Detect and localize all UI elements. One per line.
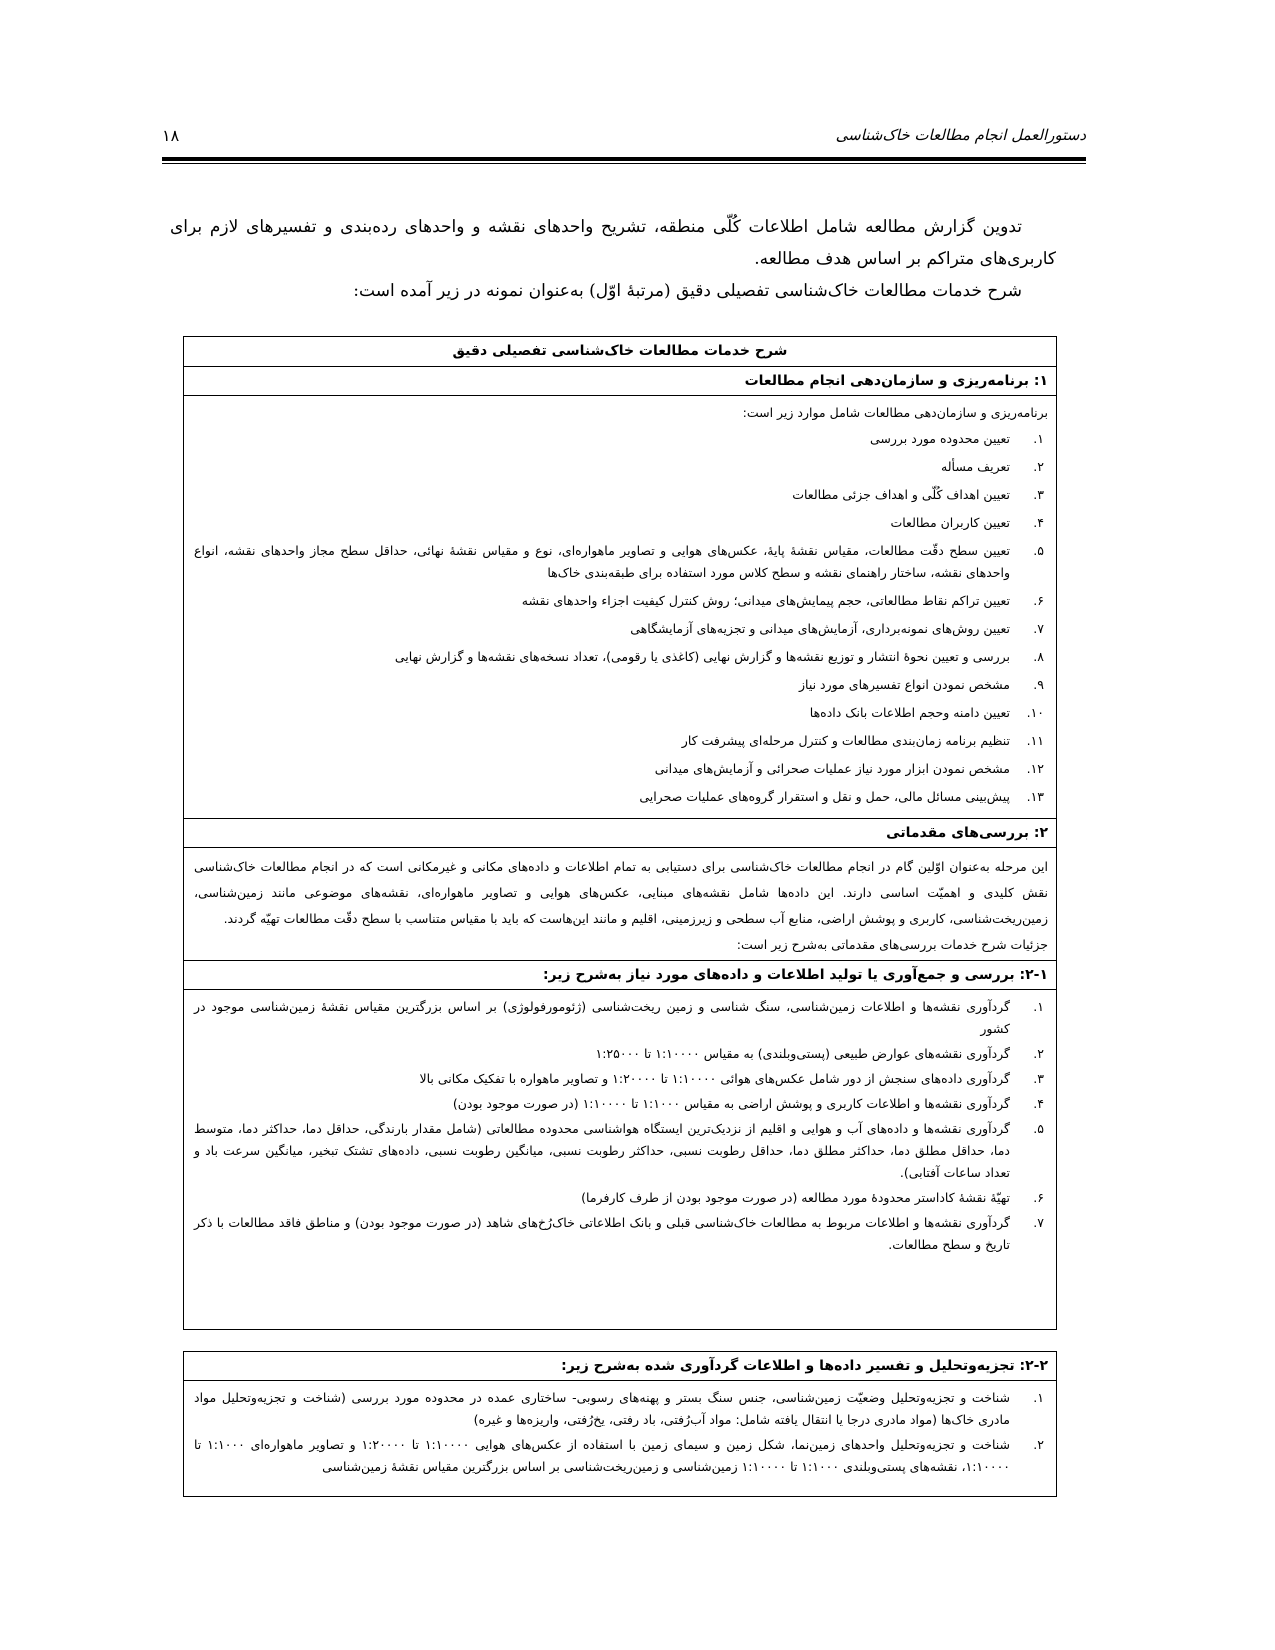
list-item-text: گردآوری نقشه‌ها و اطلاعات مربوط به مطالعات خاک‌شناسی قبلی و بانک اطلاعاتی خاک‌رُخ‌های شاهد (در صورت موجود بودن) و مناطق فاقد مطالعات با ذکر تاریخ و سطح مطالعات. [194, 1215, 1010, 1252]
list-item [194, 646, 1048, 668]
list-item [194, 730, 1048, 752]
list-item-text: تعیین سطح دقّت مطالعات، مقیاس نقشهٔ پایهٔ، عکس‌های هوایی و تصاویر ماهواره‌ای، نوع و مقیاس نقشهٔ نهائی، حداقل سطح مجاز واحدهای نقشه، انواع واحدهای نقشه، ساختار راهنمای نقشه و سطح کلاس مورد استفاده برای طبقه‌بندی خاک‌ها [194, 543, 1010, 580]
list-item-text: گردآوری نقشه‌ها و داده‌های آب و هوایی و اقلیم از نزدیک‌ترین ایستگاه هواشناسی محدوده مطالعاتی (شامل مقدار بارندگی، حداقل دما، حداکثر دما، متوسط دما، حداقل مطلق دما، حداکثر مطلق دما، حداقل رطوبت نسبی، حداکثر رطوبت نسبی، میانگین رطوبت نسبی، داده‌های تشتک تبخیر، میانگین سرعت باد و تعداد ساعات آفتابی). [194, 1121, 1010, 1180]
list-item-text: مشخص نمودن انواع تفسیرهای مورد نیاز [798, 677, 1010, 692]
list-item-number: ۲. [1033, 459, 1044, 474]
list-item-number: ۶. [1033, 1190, 1044, 1205]
list-item [194, 484, 1048, 506]
list-item [194, 674, 1048, 696]
section-heading-collection: ۲-۱: بررسی و جمع‌آوری یا تولید اطلاعات و داده‌های مورد نیاز به‌شرح زیر: [184, 960, 1056, 990]
list-item-text: تعیین روش‌های نمونه‌برداری، آزمایش‌های میدانی و تجزیه‌های آزمایشگاهی [630, 621, 1010, 636]
list-item-text: تهیّهٔ نقشهٔ کاداستر محدودهٔ مورد مطالعه (در صورت موجود بودن از طرف کارفرما) [581, 1190, 1010, 1205]
list-item-text: شناخت و تجزیه‌وتحلیل وضعیّت زمین‌شناسی، جنس سنگ بستر و پهنه‌های رسوبی- ساختاری عمده در محدوده مورد بررسی (شناخت و تجزیه‌وتحلیل مواد مادری خاک‌ها (مواد مادری درجا یا انتقال یافته شامل: مواد آب‌رُفتی، باد رفتی، یخ‌رُفتی، واریزه‌ها و غیره) [194, 1390, 1010, 1427]
list-item [194, 758, 1048, 780]
list-item-text: شناخت و تجزیه‌وتحلیل واحدهای زمین‌نما، شکل زمین و سیمای زمین با استفاده از عکس‌های هوایی ۱:۱۰۰۰۰ تا ۱:۲۰۰۰۰ و تصاویر ماهواره‌ای ۱:۱۰۰۰ تا ۱:۱۰۰۰۰، نقشه‌های پستی‌وبلندی ۱:۱۰۰۰ تا ۱:۱۰۰۰۰ زمین‌شناسی و زمین‌ریخت‌شناسی بر اساس بزرگترین مقیاس نقشهٔ زمین‌شناسی [194, 1437, 1011, 1474]
list-item [194, 1387, 1048, 1431]
list-item-number: ۴. [1033, 1096, 1044, 1111]
list-item [194, 428, 1048, 450]
list-item [194, 1434, 1048, 1478]
list-item-text: تعریف مسأله [941, 459, 1010, 474]
list-item-number: ۱. [1033, 1390, 1044, 1405]
list-item [194, 1043, 1048, 1065]
header-rule-thick [162, 157, 1086, 161]
list-item [194, 1068, 1048, 1090]
list-item [194, 1187, 1048, 1209]
list-item-text: تنظیم برنامه زمان‌بندی مطالعات و کنترل مرحله‌ای پیشرفت کار [681, 733, 1010, 748]
section-tail: جزئیات شرح خدمات بررسی‌های مقدماتی به‌شرح زیر است: [736, 937, 1048, 952]
list-item [194, 702, 1048, 724]
list-item-text: گردآوری نقشه‌های عوارض طبیعی (پستی‌وبلندی) به مقیاس ۱:۱۰۰۰۰ تا ۱:۲۵۰۰۰ [595, 1046, 1010, 1061]
list-item-number: ۱۱. [1026, 733, 1044, 748]
list-item-number: ۱۳. [1026, 789, 1044, 804]
collection-list [194, 996, 1048, 1256]
running-header-title: دستورالعمل انجام مطالعات خاک‌شناسی [835, 126, 1086, 144]
list-item-text: تعیین دامنه وحجم اطلاعات بانک داده‌ها [809, 705, 1010, 720]
list-item [194, 996, 1048, 1040]
intro-text [170, 211, 1056, 307]
header-rule-thin [162, 163, 1086, 164]
list-item-text: گردآوری داده‌های سنجش از دور شامل عکس‌های هوائی ۱:۱۰۰۰۰ تا ۱:۲۰۰۰۰ و تصاویر ماهواره با تفکیک مکانی بالا [419, 1071, 1010, 1086]
section-body-planning [184, 396, 1056, 818]
list-item-number: ۵. [1033, 1121, 1044, 1136]
list-item-number: ۷. [1033, 1215, 1044, 1230]
section-body-preliminary [184, 848, 1056, 960]
section-heading-planning: ۱: برنامه‌ریزی و سازمان‌دهی انجام مطالعات [184, 367, 1056, 396]
list-item [194, 1118, 1048, 1184]
list-item-text: تعیین اهداف کُلّی و اهداف جزئی مطالعات [792, 487, 1010, 502]
list-item-number: ۱. [1033, 431, 1044, 446]
section-heading-analysis: ۲-۲: تجزیه‌وتحلیل و تفسیر داده‌ها و اطلاعات گردآوری شده به‌شرح زیر: [184, 1352, 1056, 1381]
list-item-number: ۸. [1033, 649, 1044, 664]
list-item-text: مشخص نمودن ابزار مورد نیاز عملیات صحرائی و آزمایش‌های میدانی [654, 761, 1010, 776]
list-item-number: ۳. [1033, 487, 1044, 502]
service-description-table [183, 336, 1057, 1330]
list-item-text: گردآوری نقشه‌ها و اطلاعات زمین‌شناسی، سنگ شناسی و زمین ریخت‌شناسی (ژئومورفولوژی) بر اساس بزرگترین مقیاس نقشهٔ زمین‌شناسی موجود در کشور [194, 999, 1010, 1036]
list-item-number: ۷. [1033, 621, 1044, 636]
table-title: شرح خدمات مطالعات خاک‌شناسی تفصیلی دقیق [184, 337, 1056, 367]
list-item-number: ۱۰. [1026, 705, 1044, 720]
list-item-number: ۱۲. [1026, 761, 1044, 776]
list-item [194, 786, 1048, 808]
list-item [194, 1093, 1048, 1115]
list-item [194, 512, 1048, 534]
planning-list [194, 428, 1048, 808]
intro-paragraph: تدوین گزارش مطالعه شامل اطلاعات کُلّی منطقه، تشریح واحدهای نقشه و واحدهای رده‌بندی و تفسیرهای لازم برای کاربری‌های متراکم بر اساس هدف مطالعه. [170, 217, 1056, 269]
list-item-number: ۶. [1033, 593, 1044, 608]
list-item-text: تعیین تراکم نقاط مطالعاتی، حجم پیمایش‌های میدانی؛ روش کنترل کیفیت اجزاء واحدهای نقشه [521, 593, 1010, 608]
list-item-text: پیش‌بینی مسائل مالی، حمل و نقل و استقرار گروه‌های عملیات صحرایی [639, 789, 1010, 804]
page-number: ۱۸ [162, 126, 180, 145]
analysis-table [183, 1351, 1057, 1497]
section-lead: برنامه‌ریزی و سازمان‌دهی مطالعات شامل موارد زیر است: [742, 405, 1048, 420]
list-item [194, 1212, 1048, 1256]
section-paragraph: این مرحله به‌عنوان اوّلین گام در انجام مطالعات خاک‌شناسی برای دستیابی به تمام اطلاعات و داده‌های مکانی و غیرمکانی است که در انجام مطالعات خاک‌شناسی نقش کلیدی و اهمیّت اساسی دارند. این داده‌ها شامل نقشه‌های مبنایی، عکس‌های هوایی و تصاویر ماهواره‌ای، نقشه‌های موضوعی مانند زمین‌شناسی، زمین‌ریخت‌شناسی، کاربری و پوشش اراضی، منابع آب سطحی و زیرزمینی، اقلیم و مانند این‌هاست که باید با مقیاس متناسب با سطح دقّت مطالعات تهیّه گردند. [194, 859, 1048, 926]
list-item-number: ۵. [1033, 543, 1044, 558]
list-item [194, 590, 1048, 612]
list-item-number: ۲. [1033, 1046, 1044, 1061]
section-body-analysis [184, 1381, 1056, 1485]
intro-paragraph: شرح خدمات مطالعات خاک‌شناسی تفصیلی دقیق (مرتبهٔ اوّل) به‌عنوان نمونه در زیر آمده است: [353, 281, 1022, 301]
list-item-number: ۲. [1033, 1437, 1044, 1452]
section-body-collection [184, 990, 1056, 1263]
list-item-number: ۴. [1033, 515, 1044, 530]
list-item-number: ۳. [1033, 1071, 1044, 1086]
list-item-text: تعیین محدوده مورد بررسی [869, 431, 1010, 446]
list-item [194, 618, 1048, 640]
list-item-number: ۱. [1033, 999, 1044, 1014]
list-item-text: بررسی و تعیین نحوهٔ انتشار و توزیع نقشه‌ها و گزارش نهایی (کاغذی یا رقومی)، تعداد نسخه‌های نقشه‌ها و گزارش نهایی [394, 649, 1010, 664]
running-header [162, 126, 1086, 150]
list-item-text: گردآوری نقشه‌ها و اطلاعات کاربری و پوشش اراضی به مقیاس ۱:۱۰۰۰ تا ۱:۱۰۰۰۰ (در صورت موجود بودن) [452, 1096, 1010, 1111]
analysis-list [194, 1387, 1048, 1478]
list-item [194, 456, 1048, 478]
list-item [194, 540, 1048, 584]
list-item-number: ۹. [1033, 677, 1044, 692]
list-item-text: تعیین کاربران مطالعات [890, 515, 1010, 530]
section-heading-preliminary: ۲: بررسی‌های مقدماتی [184, 818, 1056, 848]
